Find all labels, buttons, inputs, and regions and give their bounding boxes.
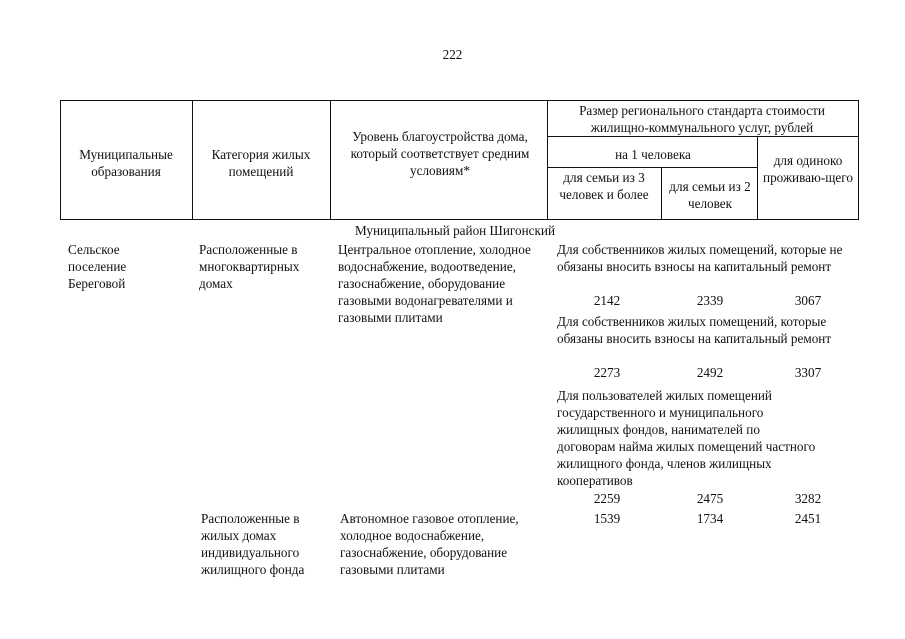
value-family3: 2273 [593, 365, 621, 380]
value-family3: 2259 [593, 491, 621, 506]
page-number: 222 [442, 47, 463, 62]
header-standard-size: Размер регионального стандарта стоимости жилищно-коммунального услуг, рублей [579, 103, 825, 135]
value-single: 3307 [794, 365, 822, 380]
value-family2: 2475 [696, 491, 724, 506]
header-inner-border-2 [547, 167, 757, 168]
group-label: Для собственников жилых помещений, которые обязаны вносить взносы на капитальный ремонт [557, 314, 832, 346]
value-single: 2451 [794, 511, 822, 526]
header-single: для одиноко проживаю-щего [763, 153, 853, 185]
header-bottom-border [60, 219, 859, 220]
value-single: 3067 [794, 293, 822, 308]
row-category: Расположенные в многоквартирных домах [199, 242, 300, 291]
header-col-line-4 [661, 167, 662, 220]
header-col-line-3 [547, 100, 548, 220]
district-title: Муниципальный район Шигонский [354, 223, 556, 238]
header-col-line-1 [192, 100, 193, 220]
value-single: 3282 [794, 491, 822, 506]
header-col-line-2 [330, 100, 331, 220]
header-municipality: Муниципальные образования [79, 147, 173, 179]
header-col-line-6 [858, 100, 859, 220]
value-family3: 2142 [593, 293, 621, 308]
header-inner-border-1 [547, 136, 859, 137]
group-label: Для собственников жилых помещений, которые не обязаны вносить взносы на капитальный ремонт [557, 242, 843, 274]
value-family3: 1539 [593, 511, 621, 526]
header-family3: для семьи из 3 человек и более [559, 170, 649, 202]
value-family2: 2339 [696, 293, 724, 308]
header-family2: для семьи из 2 человек [669, 179, 751, 211]
group-label: Для пользователей жилых помещений государственного и муниципального жилищных фондов, нанимателей по договорам найма жилых помещений частного жилищного фонда, членов жилищных кооперативов [557, 388, 816, 488]
header-top-border [60, 100, 859, 101]
value-family2: 2492 [696, 365, 724, 380]
header-col-line-5 [757, 136, 758, 220]
row-category: Расположенные в жилых домах индивидуального жилищного фонда [201, 511, 305, 577]
value-family2: 1734 [696, 511, 724, 526]
header-category: Категория жилых помещений [211, 147, 311, 179]
row-level: Центральное отопление, холодное водоснабжение, водоотведение, газоснабжение, оборудование газовыми водонагревателями и газовыми плитами [338, 242, 531, 325]
settlement-name: Сельское поселение Береговой [68, 242, 127, 291]
header-per-person: на 1 человека [615, 147, 691, 162]
header-level: Уровень благоустройства дома, который соответствует средним условиям* [350, 129, 530, 178]
header-col-line-0 [60, 100, 61, 220]
row-level: Автономное газовое отопление, холодное водоснабжение, газоснабжение, оборудование газовыми плитами [340, 511, 519, 577]
